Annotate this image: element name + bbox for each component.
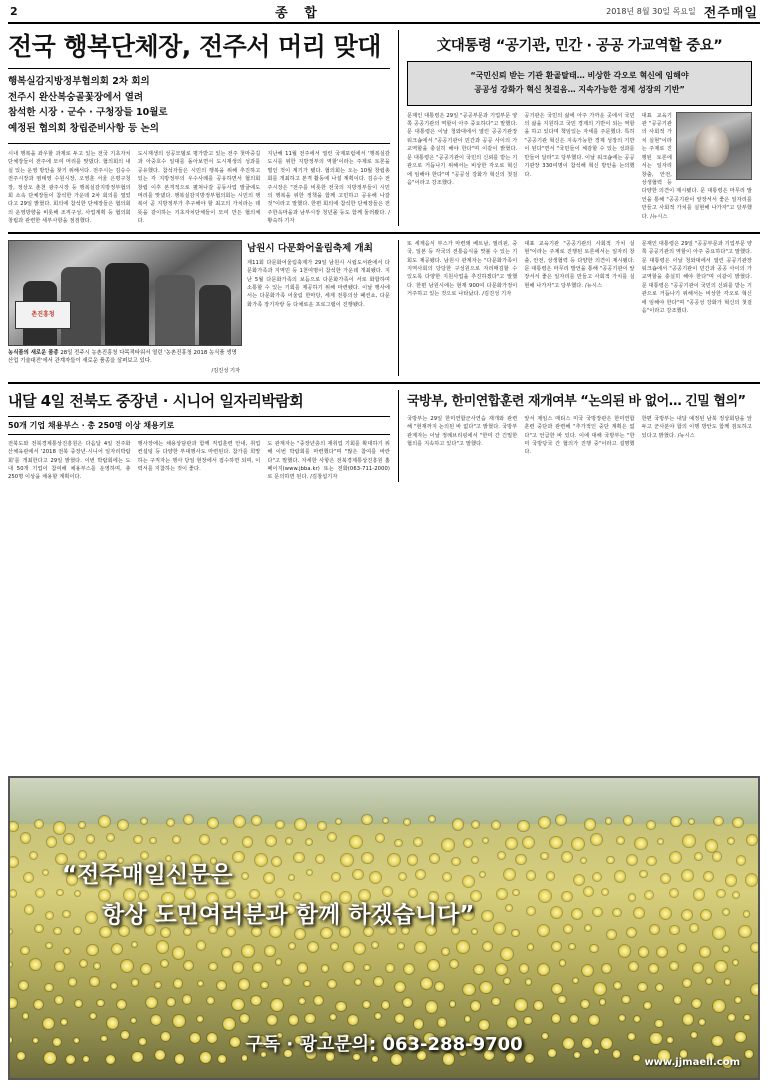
moon-column-cont: 대표 교육기관 "공공기관의 사회적 가치 실현"이라는 주제로 진행된 토론에서는 일자리 창출, 안전, 상생협력 등 다양한 의견이 제시됐다. 문 대통령은 마무리 발언을 통해 "공공기관이 앞장서서 좋은 일자리를 만들고 사회적 가치를 실현해 나가자"고 당부했다. /뉴시스: [524, 240, 635, 289]
festival-column: 제11회 다문화어울림축제가 29일 남원시 시립도서관에서 다문화가족과 지역민 등 1천여명이 참석한 가운데 개최됐다. 지난 5월 다문화가족의 보듬으로 다문화가족이 서로 화합하며 소통할 수 있는 기회를 제공하기 위해 마련됐다. 이날 행사에서는 다문화가족 어울림 한마당, 세계 전통의상 패션쇼, 다문화가족 장기자랑 등 다채로운 프로그램이 진행됐다.: [247, 259, 390, 308]
moon-column: 문재인 대통령은 29일 "공공부문과 기업부문 양쪽 공공기관의 역할이 아주 중요하다"고 말했다. 문 대통령은 이날 청와대에서 열린 공공기관장 워크숍에서 "공공기관이 민간과 공공 사이의 가교역할을 충실히 해야 한다"며 이같이 밝혔다. 문 대통령은 "공공기관이 국민의 신뢰를 받는 기관으로 거듭나기 위해서는 비상한 각오로 혁신에 임해야 한다"며 "공공성 강화가 혁신의 첫걸음"이라고 강조했다.: [407, 112, 518, 186]
masthead-right: [528, 2, 758, 21]
job-fair-column: 행사장에는 채용상담관과 함께 직업훈련 안내, 취업컨설팅 등 다양한 부대행사도 마련된다. 참가를 희망하는 구직자는 행사 당일 현장에서 접수하면 되며, 이력서를 지참하는 것이 좋다.: [137, 440, 261, 472]
photo-sign-label: 촌진흥청: [15, 301, 71, 329]
moon-story: [398, 30, 752, 226]
lead-subhead: [8, 68, 390, 144]
top-block: [8, 30, 760, 226]
president-photo: [676, 112, 752, 180]
defense-column: 국방부는 29일 한미연합군사연습 재개와 관련해 "현재까지 논의된 바 없다"고 밝혔다. 국방부 관계자는 이날 정례브리핑에서 "한미 간 긴밀한 협의를 지속하고 있다"고 말했다.: [407, 415, 518, 447]
ad-line-1: “전주매일신문은: [62, 862, 233, 888]
ad-phone: 구독 · 광고문의: 063-288-9700: [245, 1034, 523, 1055]
issue-date: 2018년 8월 30일 목요일: [606, 6, 696, 16]
bottom-advertisement[interactable]: [8, 776, 760, 1080]
lead-column: 시내 행복을 좌우할 과제로 두고 있는 전국 기초자치단체장들이 전주에 모여 머리를 맞댔다. 협의회의 내실 있는 운영 방안을 찾기 위해서다. 전주시는 김승수 전주시장과 염태영 수원시장, 오영훈 서울 은평구청장, 정상오 춘천 광주시장 등 행복실감지방정부협의회 소속 단체장들이 참석한 가운데 2차 회의를 열었다고 29일 밝혔다. 회의에 참석한 단체장들은 협의회의 운영방향을 비롯해 조직구성, 사업계획 등 협의회 창립과 관련한 세부사항을 점검했다.: [8, 150, 131, 225]
job-fair-story: [8, 390, 398, 482]
festival-photo-area: [8, 240, 398, 376]
moon-column: 공기관은 국민의 삶에 아주 가까운 곳에서 국민의 삶을 지원하고 국민 경제의 기반이 되는 역할을 하고 있다며 책임있는 자세를 주문했다. 특히 "공공기관 혁신은 지속가능한 경제 성장의 기반이 된다"면서 "국민들이 체감할 수 있는 성과를 만들어 달라"고 당부했다. 이날 워크숍에는 공공기관장 330여명이 참석해 혁신 방안을 논의했다.: [524, 112, 635, 178]
middle-block: [8, 232, 760, 376]
moon-quote-box: [407, 61, 752, 106]
lead-subhead-line: 전주시 완산복숭골꽃장에서 열려: [8, 91, 144, 103]
moon-quote-line: “국민신뢰 받는 기관 환골탈태… 비상한 각오로 혁신에 임해야: [470, 71, 689, 80]
section-title: 종 합: [275, 5, 323, 21]
photo-byline: /김진성 기자: [211, 367, 240, 374]
photo-caption-title: 농식품의 새로운 품종: [8, 349, 59, 356]
job-fair-column: 전북도와 전북경제통상진흥원은 다음달 4일 전주화산체육관에서 '2018 전북 중장년·시니어 일자리박람회'를 개최한다고 29일 밝혔다. 이번 박람회에는 도내 50개 기업이 참여해 채용부스를 운영하며, 총 250명 이상을 채용할 계획이다.: [8, 440, 131, 481]
lower-block: [8, 382, 760, 482]
defense-column: 앞서 제임스 매티스 미국 국방장관은 한미연합훈련 중단과 관련해 "추가적인 중단 계획은 없다"고 언급한 바 있다. 이에 대해 국방부는 "한미 국방당국 간 협의가 진행 중"이라고 설명했다.: [524, 415, 635, 456]
job-fair-subhead: 50개 기업 채용부스 · 총 250명 이상 채용키로: [8, 416, 390, 435]
moon-headline: 文대통령 “공기관, 민간 · 공공 가교역할 중요”: [436, 38, 723, 54]
job-fair-column: 도 관계자는 "중장년층의 재취업 기회를 확대하기 위해 이번 박람회를 마련했다"며 "많은 참여를 바란다"고 말했다. 자세한 사항은 전북경제통상진흥원 홈페이지(www.jbba.kr) 또는 전화(063-711-2000)로 문의하면 된다. /김창섭기자: [267, 440, 391, 481]
page-number: 2: [10, 4, 18, 18]
moon-quote-line: 공공성 강화가 혁신 첫걸음… 지속가능한 경제 성장의 기반”: [474, 84, 685, 94]
lead-column: 지난해 11월 전주에서 열린 국제포럼에서 '행복실감도시를 위한 지방정부의 역할'이라는 주제로 토론을 벌인 것이 계기가 됐다. 협의회는 오는 10월 창립총회를 개최하고 본격 활동에 나설 계획이다. 김승수 전주시장은 "전주를 비롯한 전국의 지방정부들이 시민의 행복을 위한 정책을 함께 고민하고 공유해 나갈 것"이라고 말했다. 한편 회의에 참석한 단체장들은 전주한옥마을과 남부시장 청년몰 등도 함께 둘러봤다. /황숙하 기자: [267, 150, 391, 225]
festival-headline: 남원시 다문화어울림축제 개최: [247, 242, 373, 254]
masthead: [8, 0, 760, 24]
lead-body: [8, 150, 390, 226]
moon-column-text: 대표 교육기관 "공공기관의 사회적 가치 실현"이라는 주제로 진행된 토론에서는 일자리 창출, 안전, 상생협력 등 다양한 의견이 제시됐다. 문 대통령은 마무리 발언을 통해 "공공기관이 앞장서서 좋은 일자리를 만들고 사회적 가치를 실현해 나가자"고 당부했다. /뉴시스: [641, 112, 752, 220]
photo-caption-text: 28일 전주시 농촌진흥청 다목적타워서 열린 '농촌진흥청 2018 농식품 생명산업 기술대전'에서 관계자들이 새로운 품종을 살펴보고 있다.: [8, 349, 237, 364]
lead-subhead-line: 행복실감지방정부협의회 2차 회의: [8, 76, 150, 87]
defense-body: [407, 415, 752, 457]
photo-caption: [8, 349, 240, 376]
ad-line-2: 항상 도민여러분과 함께 하겠습니다”: [102, 902, 475, 928]
job-fair-body: [8, 440, 390, 482]
defense-story: [398, 390, 752, 482]
lead-story: [8, 30, 398, 226]
news-photo-block: [8, 240, 240, 376]
ad-website[interactable]: www.jjmaeil.com: [644, 1057, 740, 1068]
defense-column: 한편 국방부는 내달 예정된 남북 정상회담을 앞두고 군사분야 합의 이행 방안도 함께 검토하고 있다고 밝혔다. /뉴시스: [641, 415, 752, 439]
moon-body: [407, 112, 752, 221]
lead-headline: 전국 행복단체장, 전주서 머리 맞대: [8, 32, 381, 61]
paper-title: 전주매일: [703, 5, 758, 21]
moon-column-cont2: 문재인 대통령은 29일 "공공부문과 기업부문 양쪽 공공기관의 역할이 아주 중요하다"고 말했다. 문 대통령은 이날 청와대에서 열린 공공기관장 워크숍에서 "공공기관이 민간과 공공 사이의 가교역할을 충실히 해야 한다"며 이같이 밝혔다. 문 대통령은 "공공기관이 국민의 신뢰를 받는 기관으로 거듭나기 위해서는 비상한 각오로 혁신에 임해야 한다"며 "공공성 강화가 혁신의 첫걸음"이라고 강조했다.: [641, 240, 752, 315]
job-fair-headline: 내달 4일 전북도 중장년 · 시니어 일자리박람회: [8, 391, 304, 410]
agriculture-photo: [8, 240, 242, 346]
lead-subhead-line: 참석한 시장 · 군수 · 구청장들 10월로: [8, 107, 168, 119]
festival-column: 또 세계음식 부스가 마련돼 베트남, 필리핀, 중국, 일본 등 각국의 전통음식을 맛볼 수 있는 기회도 제공됐다. 남원시 관계자는 "다문화가족이 지역사회의 당당한 구성원으로 자리매김할 수 있도록 다양한 지원사업을 추진하겠다"고 말했다. 한편 남원시에는 현재 900여 다문화가정이 거주하고 있는 것으로 나타났다. /김진성 기자: [407, 240, 518, 298]
lead-subhead-line: 예정된 협의회 창립준비사항 등 논의: [8, 123, 159, 135]
festival-continued: [398, 240, 752, 376]
defense-headline: 국방부, 한미연합훈련 재개여부 “논의된 바 없어… 긴밀 협의”: [407, 393, 746, 409]
lead-column: 도시재생의 성공모델로 평가받고 있는 전주 첫마중길과 아중호수 일대를 돌아보면서 도시재생의 성과를 공유했다. 참석자들은 시민의 행복을 위해 추진하고 있는 각 지방정부의 우수사례를 공유하면서 협의회 창립 이후 본격적으로 펼쳐나갈 공동사업 발굴에도 머리를 맞댔다. 행복실감지방정부협의회는 시민의 행복이 곧 지방정부가 추구해야 할 최고의 가치라는 데 뜻을 같이하는 기초자치단체들이 모여 만든 협의체다.: [137, 150, 261, 225]
moon-column-with-photo: [642, 112, 752, 221]
